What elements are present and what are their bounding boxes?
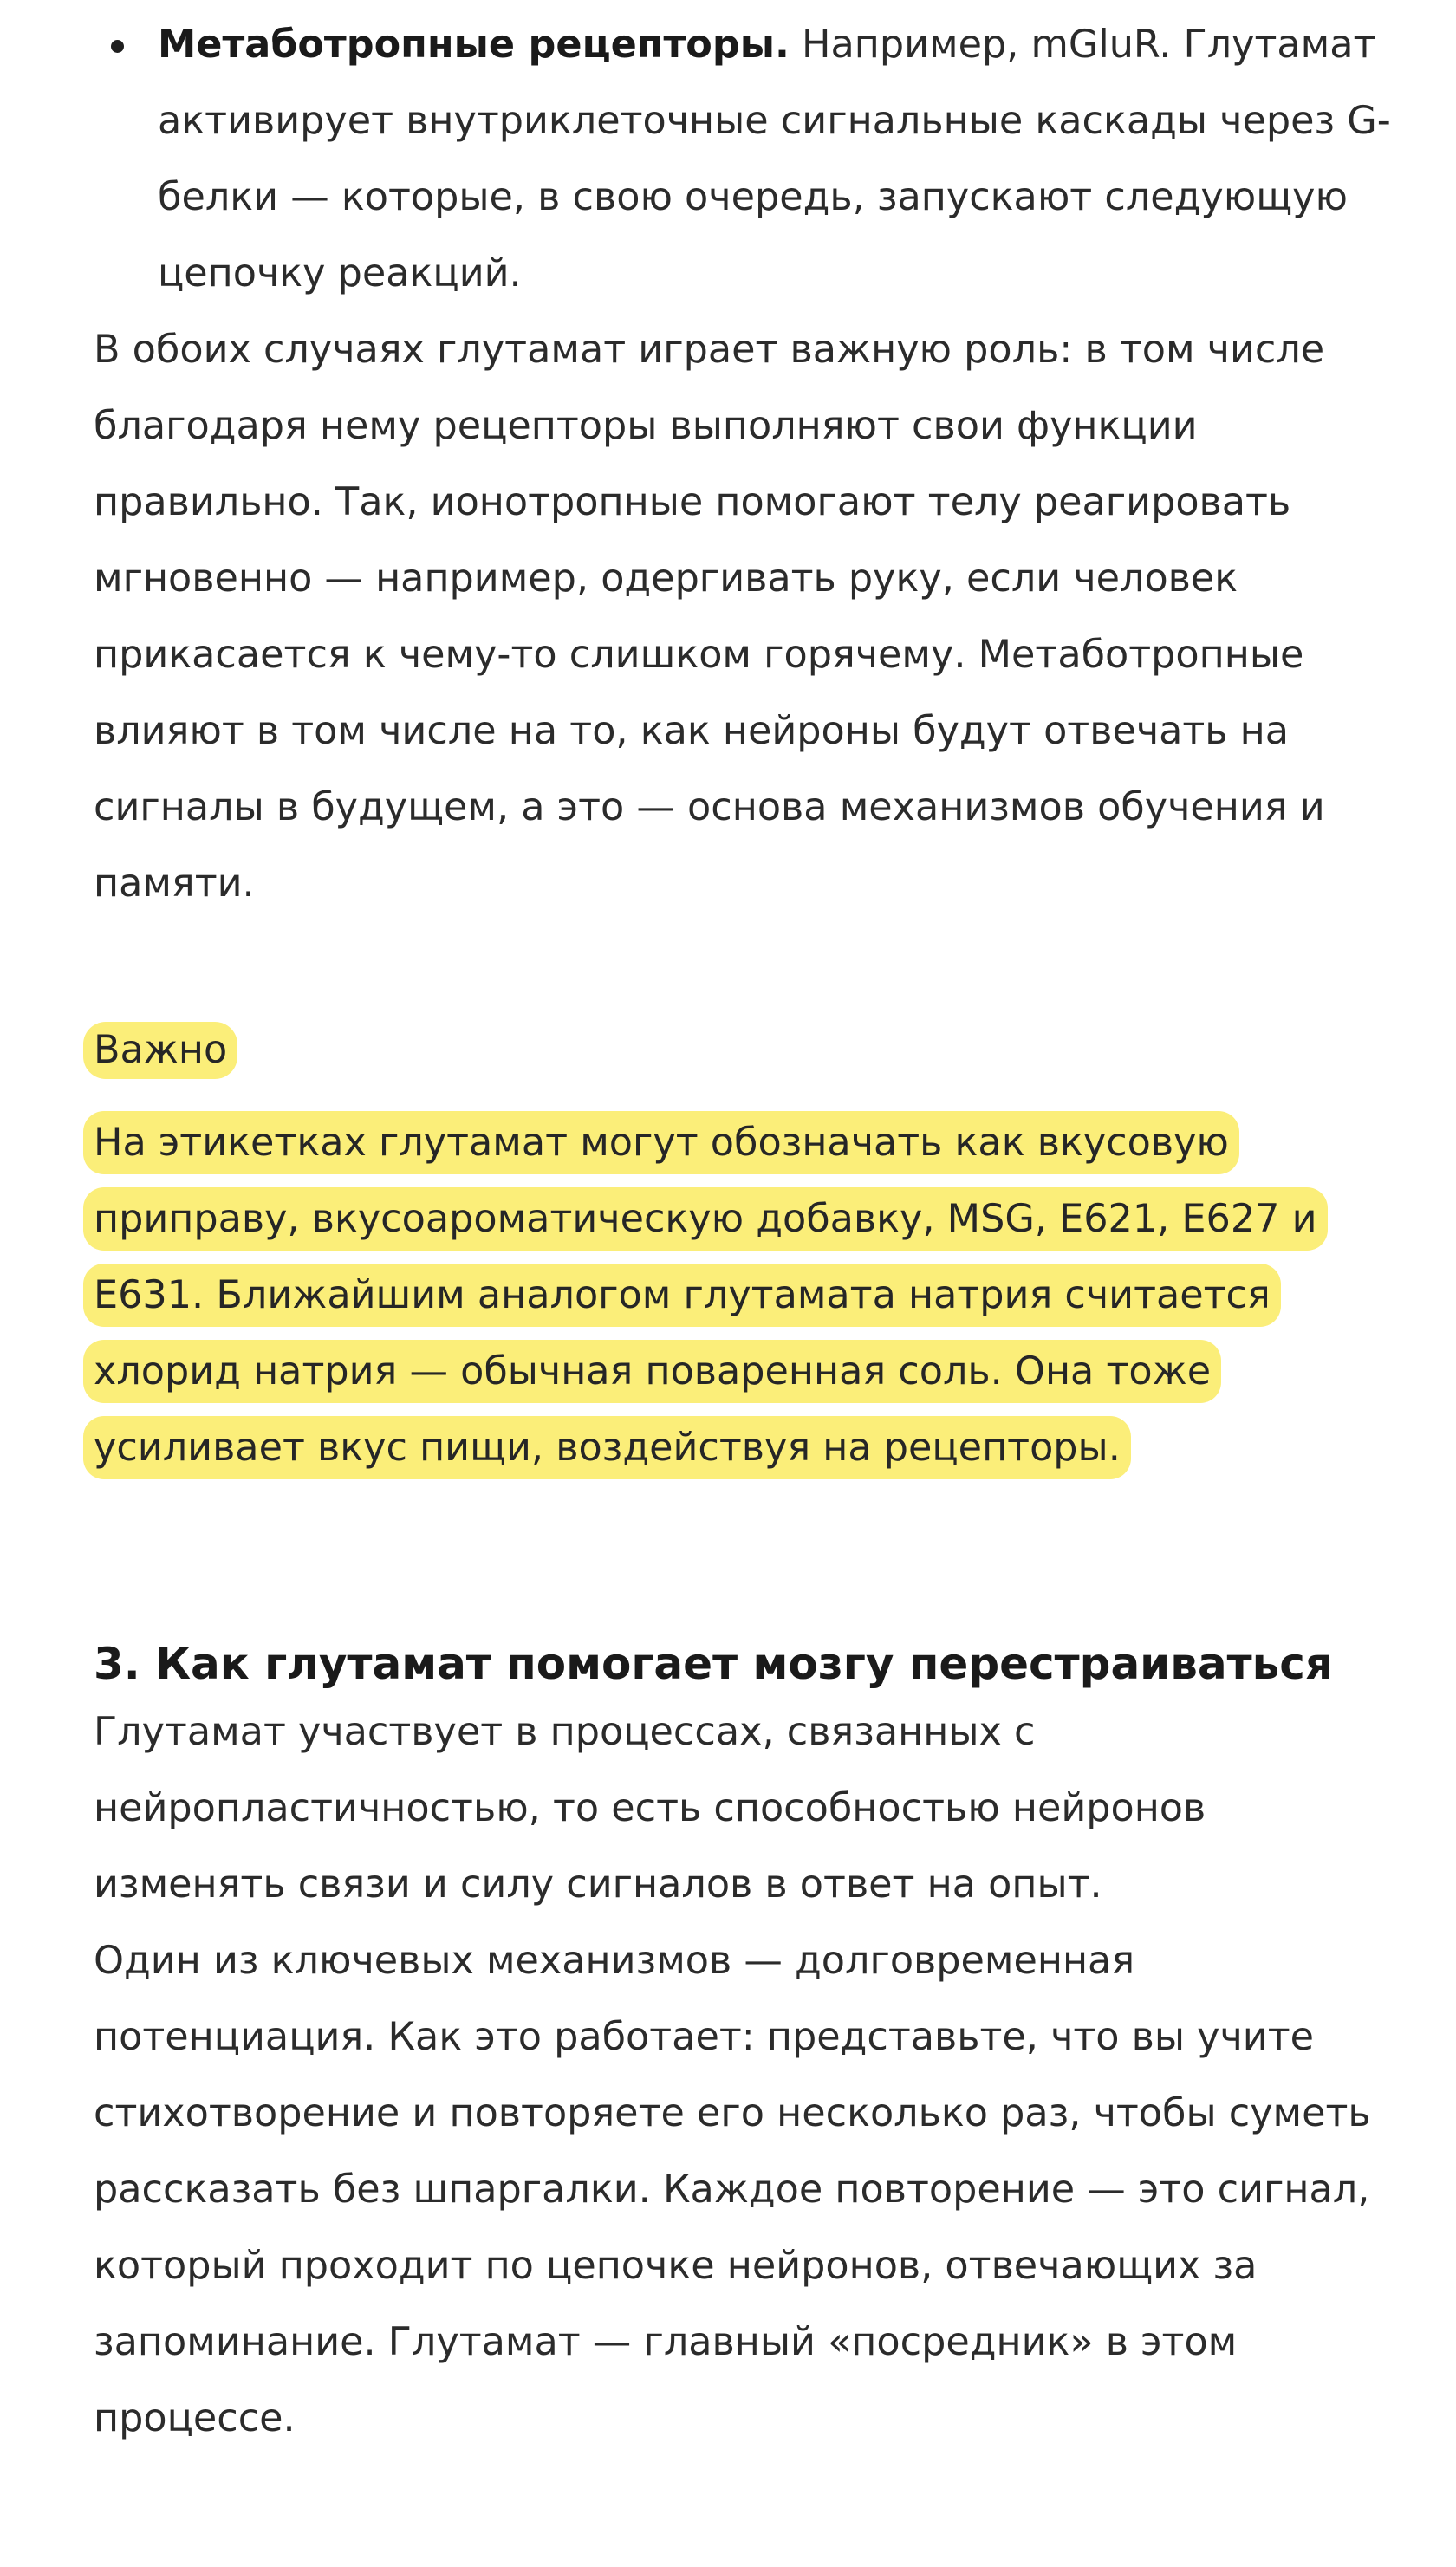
section-heading: 3. Как глутамат помогает мозгу перестраиваться (94, 1639, 1333, 1689)
list-item-text: Например, mGluR. Глутамат активирует внутриклеточные сигнальные каскады через G-белки — которые, в свою очередь, запускают следующую цепочку реакций. (158, 23, 1391, 296)
callout-text: На этикетках глутамат могут обозначать как вкусовую приправу, вкусоароматическую добавку, MSG, E621, E627 и E631. Ближайшим аналогом глутамата натрия считается хлорид натрия — обычная поваренная соль. Она тоже усиливает вкус пищи, воздействуя на рецепторы. (83, 1111, 1328, 1479)
paragraph-ltp: Один из ключевых механизмов — долговременная потенциация. Как это работает: представьте, что вы учите стихотворение и повторяете его несколько раз, чтобы суметь рассказать без шпаргалки. Каждое повторение — это сигнал, который проходит по цепочке нейронов, отвечающих за запоминание. Глутамат — главный «посредник» в этом процессе. (94, 1939, 1371, 2440)
bullet-dot-icon (111, 40, 124, 53)
paragraph-neuroplasticity: Глутамат участвует в процессах, связанных с нейропластичностью, то есть способностью нейронов изменять связи и силу сигналов в ответ на опыт. (94, 1710, 1206, 1907)
important-callout (94, 1012, 1411, 1486)
paragraph-receptor-roles: В обоих случаях глутамат играет важную роль: в том числе благодаря нему рецепторы выполняют свои функции правильно. Так, ионотропные помогают телу реагировать мгновенно — например, одергивать руку, если человек прикасается к чему-то слишком горячему. Метаботропные влияют в том числе на то, как нейроны будут отвечать на сигналы в будущем, а это — основа механизмов обучения и памяти. (94, 328, 1325, 906)
callout-body (94, 1105, 1420, 1486)
list-item-term: Метаботропные рецепторы. (158, 23, 790, 67)
list-item-metabotropic (94, 7, 1456, 312)
article-body (94, 0, 1411, 2457)
callout-title-row (94, 1012, 1411, 1089)
receptor-list (94, 7, 1411, 312)
callout-title: Важно (83, 1022, 237, 1079)
